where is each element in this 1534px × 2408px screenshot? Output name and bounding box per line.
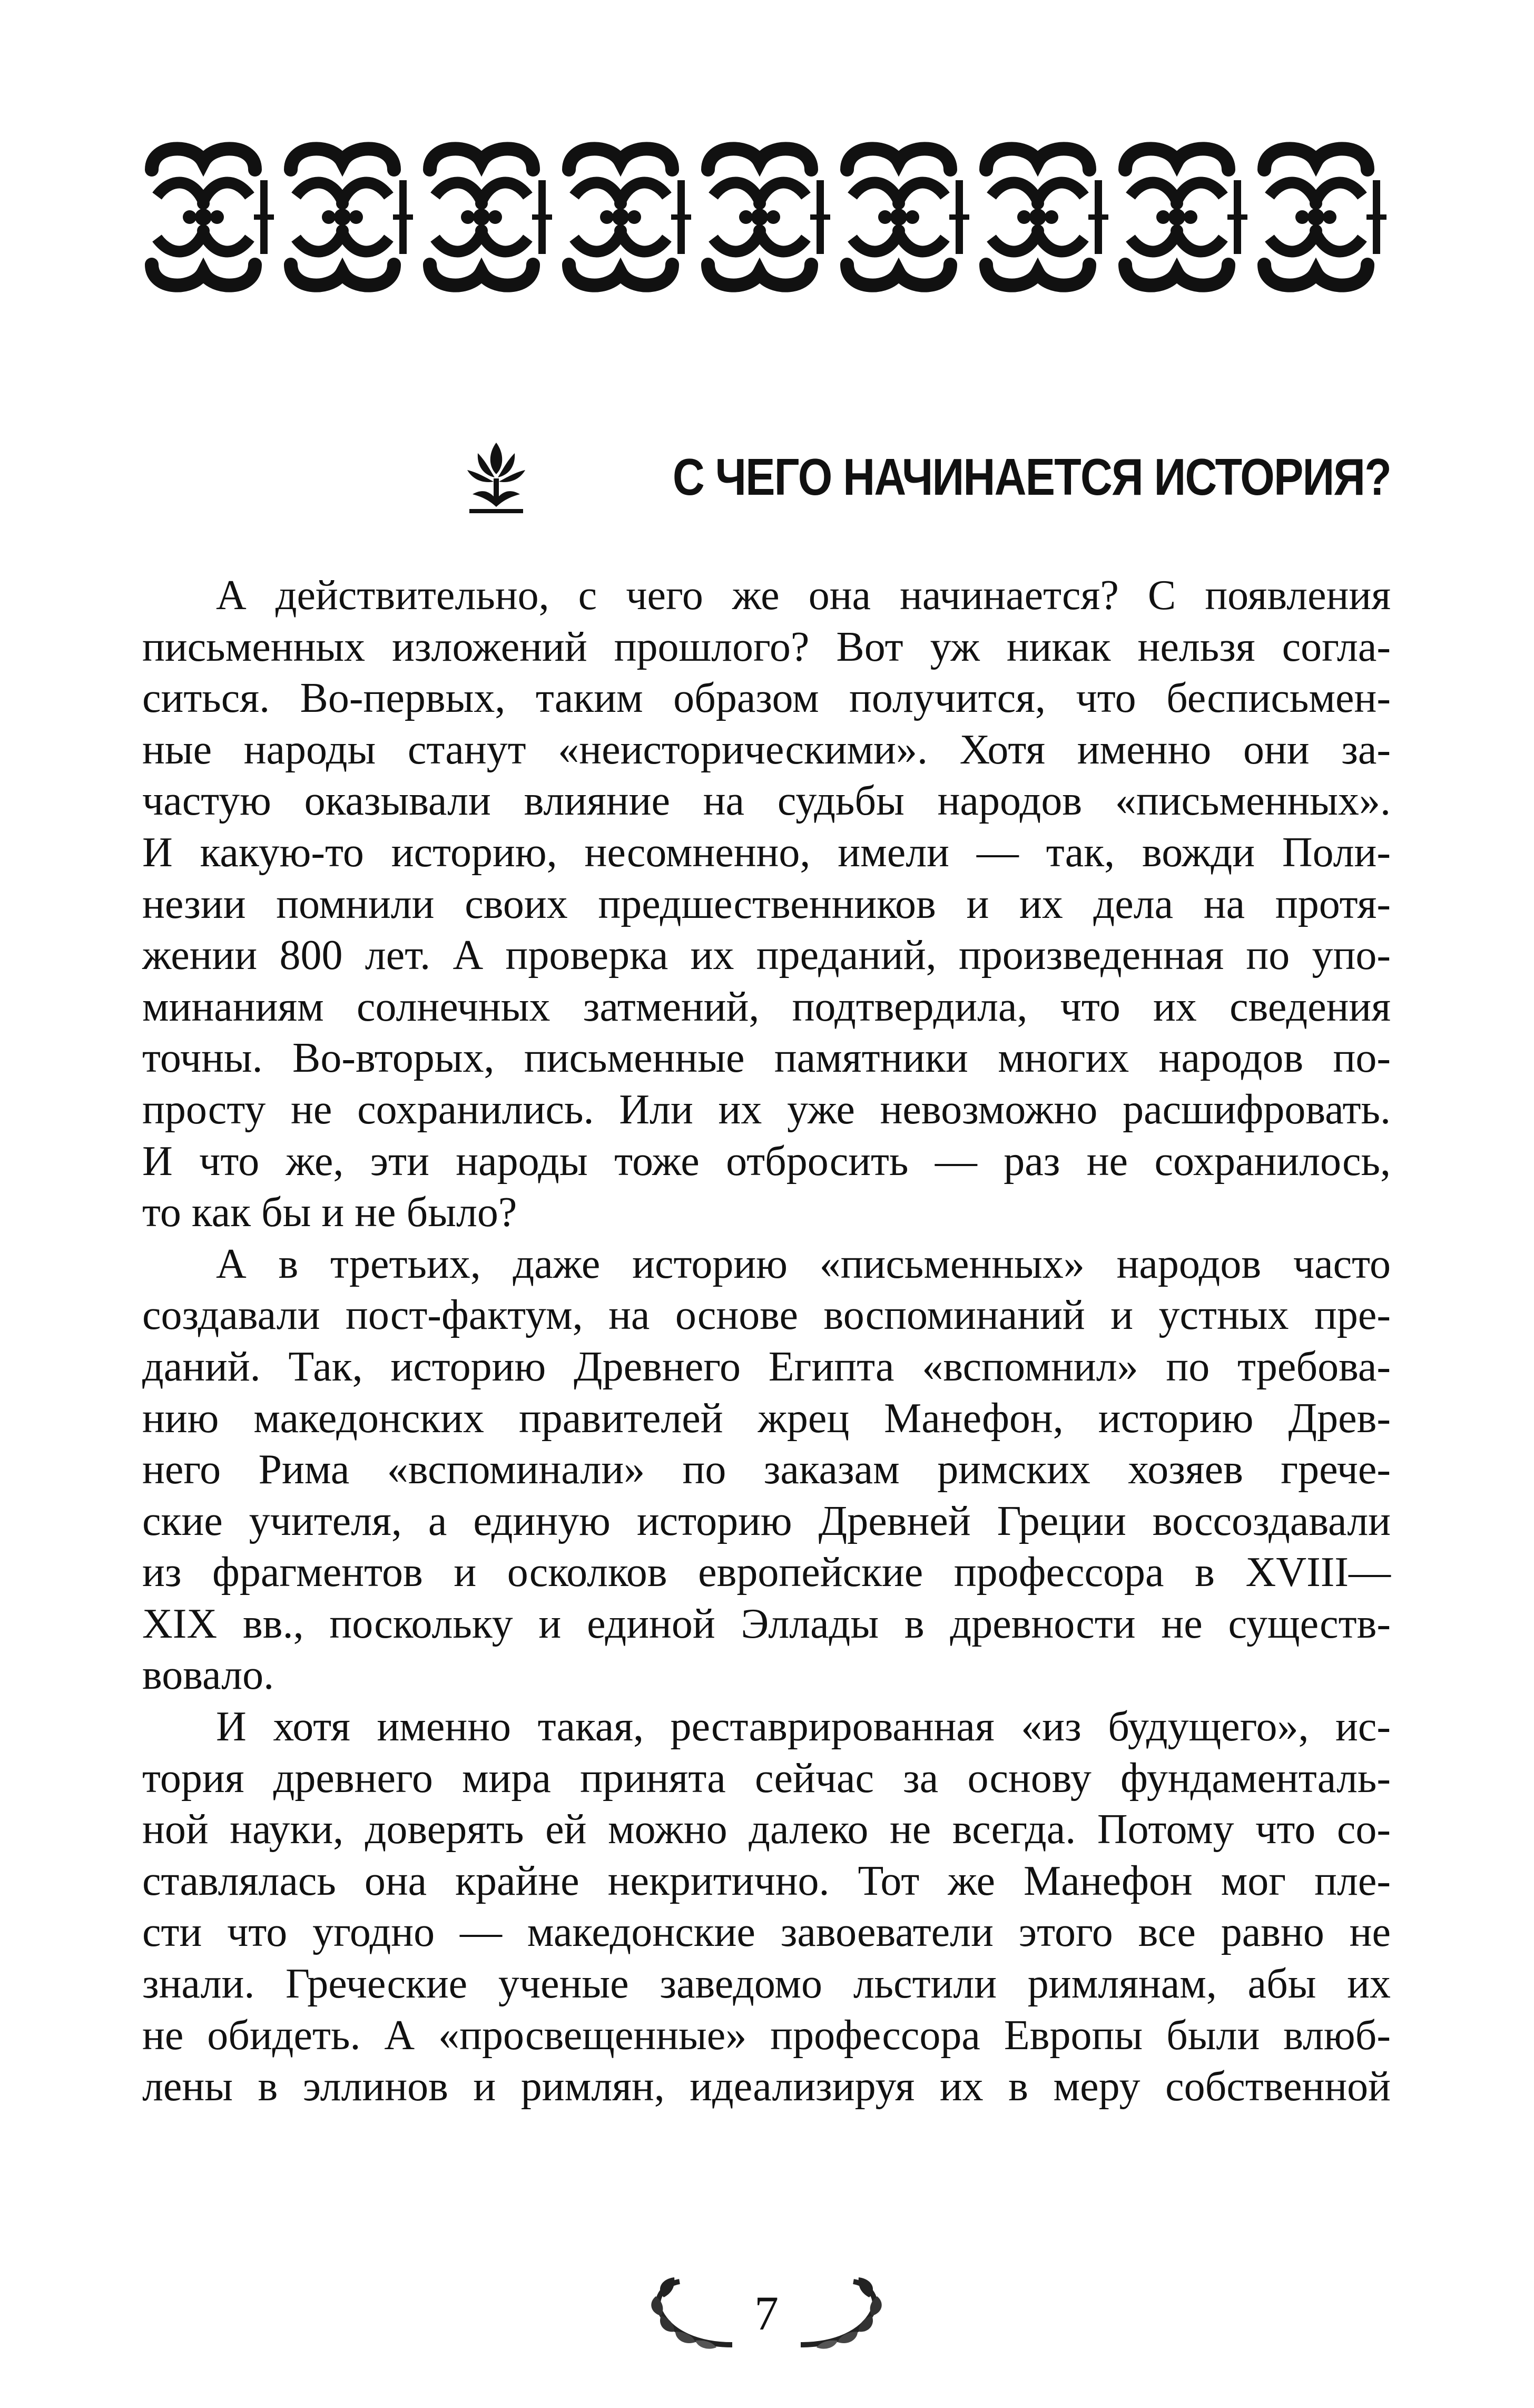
text-line: даний. Так, историю Древнего Египта «вспомнил» по требова- — [142, 1343, 1391, 1390]
text-line: просту не сохранились. Или их уже невозможно расшифровать. — [142, 1086, 1391, 1133]
text-line: И что же, эти народы тоже отбросить — раз не сохранилось, — [142, 1138, 1391, 1185]
text-line: него Рима «вспоминали» по заказам римских хозяев грече- — [142, 1446, 1391, 1493]
text-line: лены в эллинов и римлян, идеализируя их в меру собственной — [142, 2063, 1391, 2110]
page-footer — [643, 2266, 890, 2361]
text-line: тория древнего мира принята сейчас за основу фундаменталь- — [142, 1755, 1391, 1802]
text-line: ситься. Во-первых, таким образом получится, что бесписьмен- — [142, 675, 1391, 722]
text-line: вовало. — [142, 1652, 274, 1699]
body-text — [142, 570, 1391, 2113]
page-number: 7 — [754, 2286, 779, 2340]
text-line: нию македонских правителей жрец Манефон, историю Древ- — [142, 1395, 1391, 1442]
text-line: ские учителя, а единую историю Древней Греции воссоздавали — [142, 1497, 1391, 1544]
text-line: письменных изложений прошлого? Вот уж никак нельзя согла- — [142, 623, 1391, 670]
text-line: А действительно, с чего же она начинается? С появления — [216, 572, 1391, 619]
text-line: из фрагментов и осколков европейские профессора в XVIII— — [142, 1549, 1391, 1596]
text-line: ные народы станут «неисторическими». Хотя именно они за- — [142, 726, 1391, 773]
chapter-title: С ЧЕГО НАЧИНАЕТСЯ ИСТОРИЯ? — [672, 447, 1391, 506]
text-line: И какую-то историю, несомненно, имели — так, вожди Поли- — [142, 829, 1391, 876]
text-line: знали. Греческие ученые заведомо льстили римлянам, абы их — [142, 1961, 1391, 2008]
celtic-knot-border-icon — [141, 138, 1393, 296]
text-line: ной науки, доверять ей можно далеко не всегда. Потому что со- — [142, 1806, 1391, 1853]
text-line: ставлялась она крайне некритично. Тот же Манефон мог пле- — [142, 1857, 1391, 1904]
chapter-heading — [495, 437, 1391, 516]
text-line: частую оказывали влияние на судьбы народов «письменных». — [142, 778, 1391, 825]
lotus-ornament-icon — [462, 437, 530, 516]
text-line: то как бы и не было? — [142, 1189, 517, 1236]
text-line: минаниям солнечных затмений, подтвердила, что их сведения — [142, 983, 1391, 1030]
text-line: И хотя именно такая, реставрированная «из будущего», ис- — [216, 1704, 1391, 1750]
text-line: XIX вв., поскольку и единой Эллады в древности не существ- — [142, 1600, 1391, 1647]
text-line: незии помнили своих предшественников и их дела на протя- — [142, 880, 1391, 927]
text-line: не обидеть. А «просвещенные» профессора Европы были влюб- — [142, 2012, 1391, 2059]
text-line: жении 800 лет. А проверка их преданий, произведенная по упо- — [142, 932, 1391, 979]
text-line: создавали пост-фактум, на основе воспоминаний и устных пре- — [142, 1292, 1391, 1339]
text-line: А в третьих, даже историю «письменных» народов часто — [216, 1240, 1391, 1287]
text-line: точны. Во-вторых, письменные памятники многих народов по- — [142, 1035, 1391, 1082]
text-line: сти что угодно — македонские завоеватели этого все равно не — [142, 1909, 1391, 1956]
